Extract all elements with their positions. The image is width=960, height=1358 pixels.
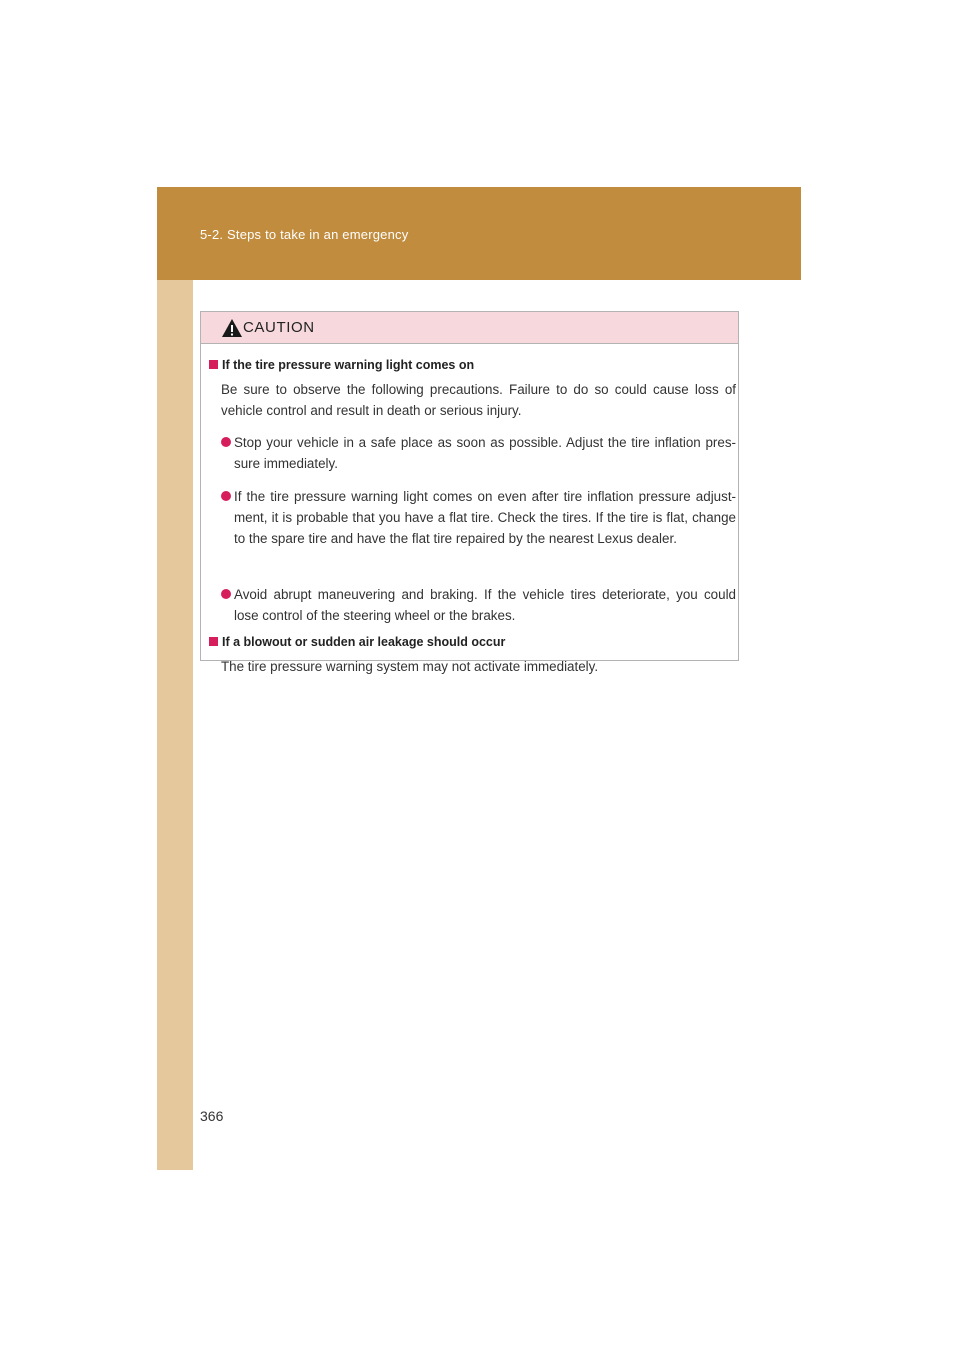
page-side-tab (157, 280, 193, 1170)
caution-heading: If a blowout or sudden air leakage should occur (209, 635, 505, 649)
caution-header (201, 312, 738, 344)
caution-paragraph: Be sure to observe the following precautions. Failure to do so could cause loss of vehicle control and result in death or serious injury. (221, 382, 736, 418)
caution-box (200, 311, 739, 674)
caution-label: CAUTION (243, 319, 315, 336)
section-header (157, 187, 801, 280)
square-bullet-icon (209, 637, 218, 646)
caution-bullet: If the tire pressure warning light comes on even after tire inflation pressure adjust-ment, it is probable that you have a flat tire. Check the tires. If the tire is flat, change to the spare tire and have the flat tire repaired by the nearest Lexus dealer. (221, 486, 736, 549)
round-bullet-icon (221, 437, 231, 447)
caution-paragraph: The tire pressure warning system may not activate immediately. (221, 659, 599, 674)
round-bullet-icon (221, 589, 231, 599)
caution-bullet: Stop your vehicle in a safe place as soon as possible. Adjust the tire inflation pres-sure immediately. (221, 432, 736, 474)
caution-bullet: Avoid abrupt maneuvering and braking. If the vehicle tires deteriorate, you could lose control of the steering wheel or the brakes. (221, 584, 736, 626)
square-bullet-icon (209, 360, 218, 369)
section-title: 5-2. Steps to take in an emergency (200, 227, 409, 242)
page-number: 366 (200, 1108, 224, 1124)
warning-triangle-icon (221, 318, 243, 338)
round-bullet-icon (221, 491, 231, 501)
caution-heading: If the tire pressure warning light comes on (209, 358, 474, 372)
